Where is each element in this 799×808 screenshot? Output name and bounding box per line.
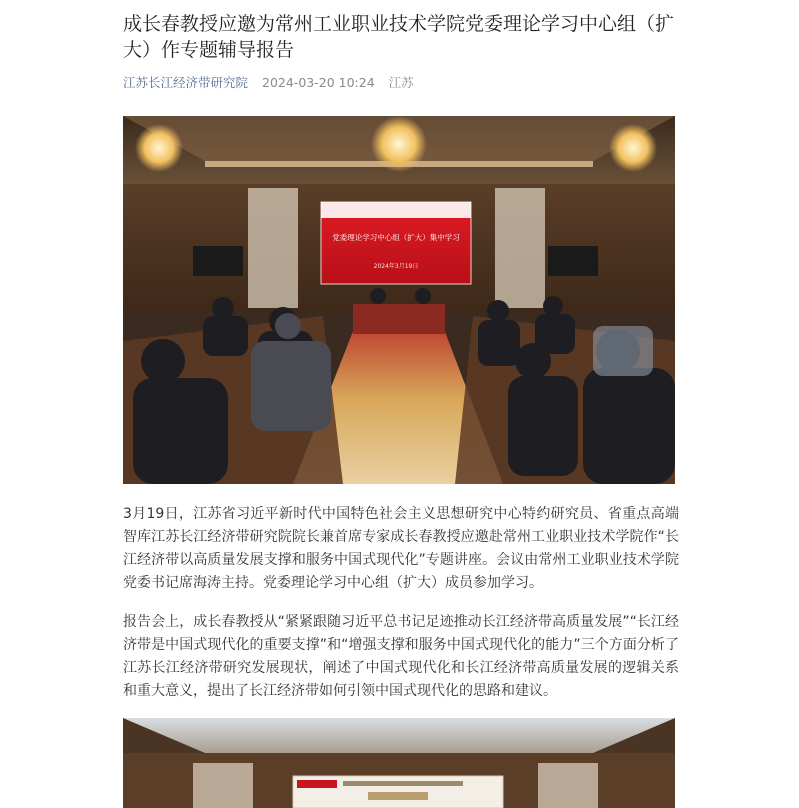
- lecture-photo: [123, 718, 675, 808]
- paragraph-report: 报告会上，成长春教授从“紧紧跟随习近平总书记足迹推动长江经济带高质量发展”“长江经济带是中国式现代化的重要支撑”和“增强支撑和服务中国式现代化的能力”三个方面分析了江苏长江经济带研究发展现状，阐述了中国式现代化和长江经济带高质量发展的逻辑关系和重大意义，提出了长江经济带如何引领中国式现代化的思路和建议。: [123, 614, 679, 699]
- article-title: 成长春教授应邀为常州工业职业技术学院党委理论学习中心组（扩大）作专题辅导报告: [123, 13, 675, 61]
- source-link[interactable]: 江苏长江经济带研究院: [123, 75, 249, 90]
- paragraph-intro: 3月19日，江苏省习近平新时代中国特色社会主义思想研究中心特约研究员、省重点高端智库江苏长江经济带研究院院长兼首席专家成长春教授应邀赴常州工业职业技术学院作“长江经济带以高质量发展支撑和服务中国式现代化”专题讲座。会议由常州工业职业技术学院党委书记席海涛主持。党委理论学习中心组（扩大）成员参加学习。: [123, 506, 679, 591]
- publish-location: 江苏: [388, 75, 414, 90]
- meeting-photo: [123, 116, 675, 484]
- article-meta: [123, 73, 424, 91]
- publish-datetime: 2024-03-20 10:24: [262, 75, 375, 90]
- banner-date: 2024年3月19日: [373, 263, 419, 270]
- banner-title: 党委理论学习中心组（扩大）集中学习: [332, 233, 460, 242]
